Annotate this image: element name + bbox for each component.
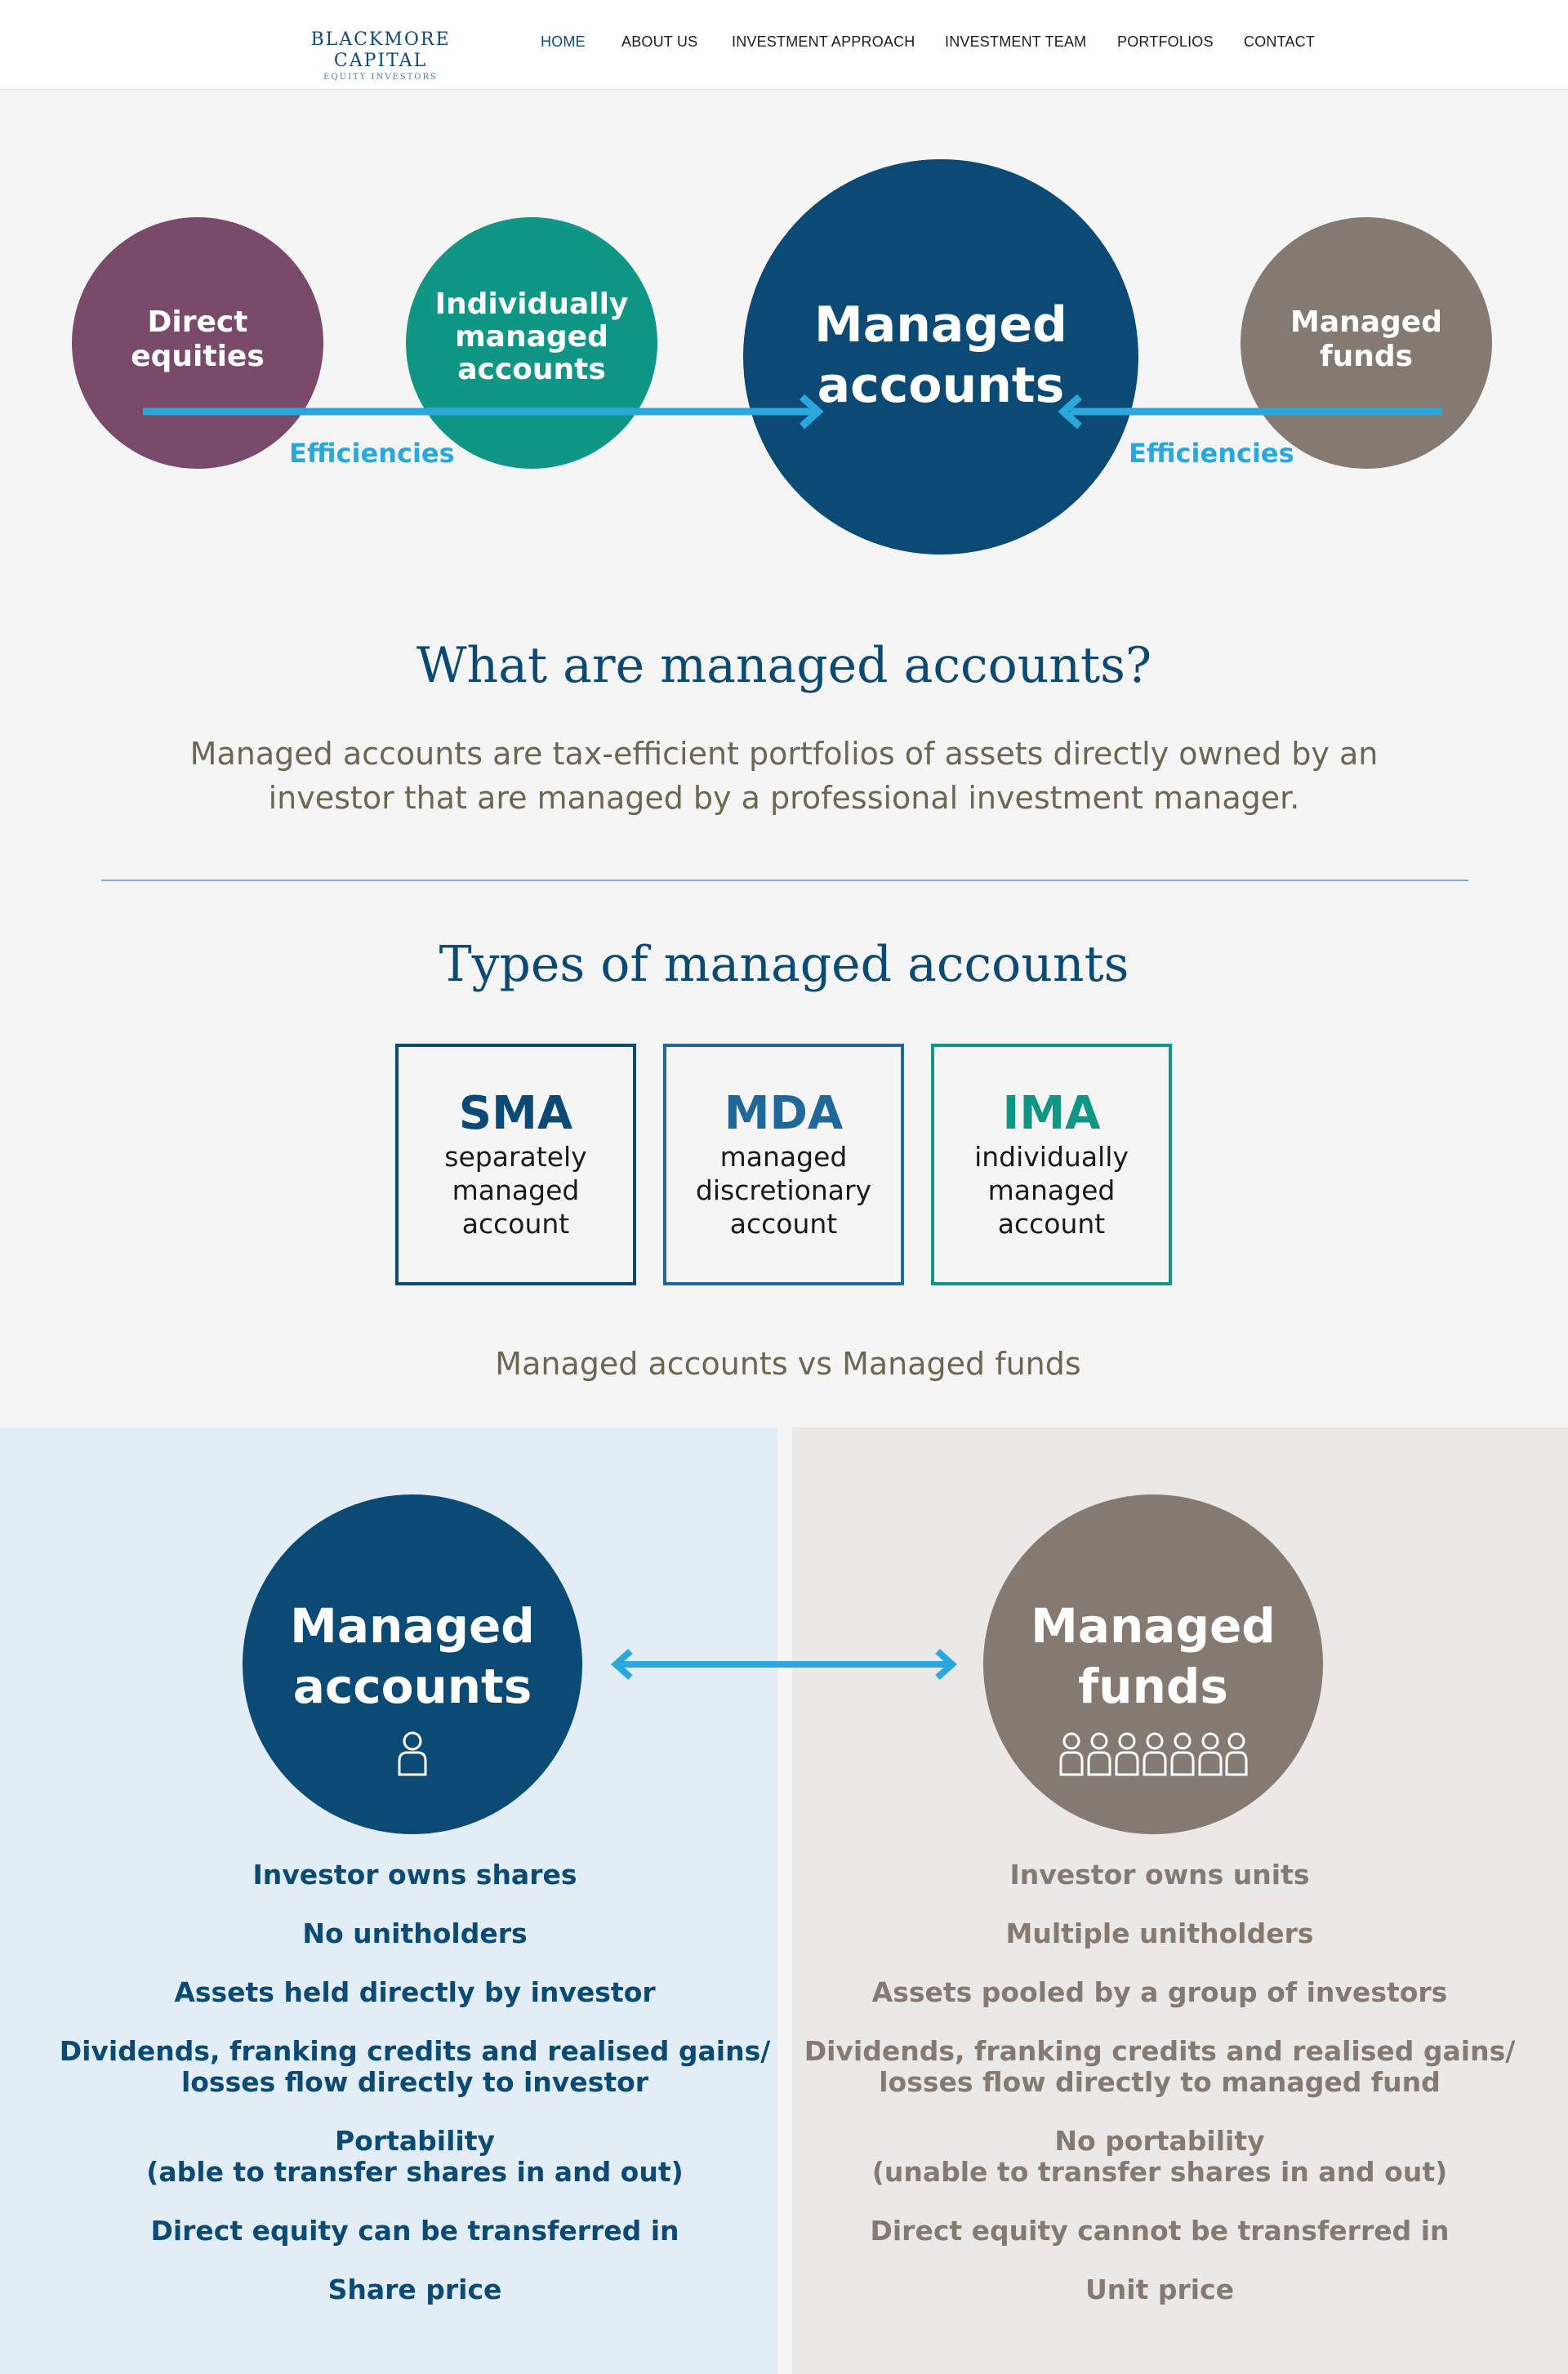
compare-double-arrow [604,1641,964,1687]
efficiency-arrows [0,0,1568,572]
nav-investment-approach[interactable]: INVESTMENT APPROACH [732,33,915,50]
efficiencies-right-label: Efficiencies [1129,438,1294,469]
logo-sub-text: EQUITY INVESTORS [323,73,438,82]
types-title: Types of managed accounts [439,936,1129,993]
nav-contact[interactable]: CONTACT [1244,33,1316,50]
multiple-investors-icon [1058,1730,1248,1777]
managed-funds-label: Managed funds [1290,305,1442,373]
list-item: Investor owns shares [252,1859,577,1891]
list-item: Unit price [1085,2274,1234,2305]
nav-home[interactable]: HOME [541,33,586,50]
list-item: No portability (unable to transfer shares in and out) [871,2125,1448,2188]
what-text: Managed accounts are tax-efficient portfolios of assets directly owned by an investor that are managed by a professional investment manager. [189,736,1379,816]
list-item: Multiple unitholders [1005,1917,1314,1949]
ima-label: Individually managed accounts [434,287,629,386]
type-desc-ima: individually managed account [974,1141,1129,1240]
compare-managed-funds-title: Managed funds [1031,1598,1276,1714]
list-item: Direct equity cannot be transferred in [870,2215,1450,2247]
single-investor-icon [396,1730,429,1777]
compare-title: Managed accounts vs Managed funds [495,1346,1081,1382]
nav-about-us[interactable]: ABOUT US [621,33,698,50]
list-item: Direct equity can be transferred in [150,2215,679,2247]
compare-managed-accounts-title: Managed accounts [290,1598,535,1714]
compare-managed-accounts-circle [243,1494,582,1834]
direct-equities-label: Direct equities [131,305,265,373]
type-abbr-mda: MDA [724,1087,844,1140]
efficiencies-left-label: Efficiencies [289,438,455,469]
section-divider [101,880,1468,881]
managed-funds-features [792,1860,1527,2333]
type-card-mda [663,1044,904,1285]
list-item: No unitholders [302,1917,528,1949]
type-card-sma [395,1044,636,1285]
type-card-ima [931,1044,1172,1285]
nav-investment-team[interactable]: INVESTMENT TEAM [945,33,1087,50]
logo-main-text: BLACKMORE CAPITAL [310,29,451,71]
list-item: Assets held directly by investor [174,1976,656,2008]
list-item: Portability (able to transfer shares in and out) [146,2125,684,2188]
type-desc-sma: separately managed account [444,1141,587,1240]
list-item: Dividends, franking credits and realised gains/ losses flow directly to investor [59,2035,771,2098]
compare-managed-funds-circle [983,1494,1323,1834]
list-item: Investor owns units [1009,1859,1310,1891]
type-abbr-ima: IMA [1002,1087,1101,1140]
nav-portfolios[interactable]: PORTFOLIOS [1117,33,1214,50]
managed-accounts-label: Managed accounts [814,296,1067,414]
managed-accounts-features [49,1860,781,2333]
type-desc-mda: managed discretionary account [695,1141,872,1240]
list-item: Share price [327,2274,502,2305]
what-title: What are managed accounts? [416,637,1152,694]
list-item: Dividends, franking credits and realised gains/ losses flow directly to managed fund [804,2035,1516,2098]
type-abbr-sma: SMA [458,1087,573,1140]
list-item: Assets pooled by a group of investors [871,1976,1448,2008]
